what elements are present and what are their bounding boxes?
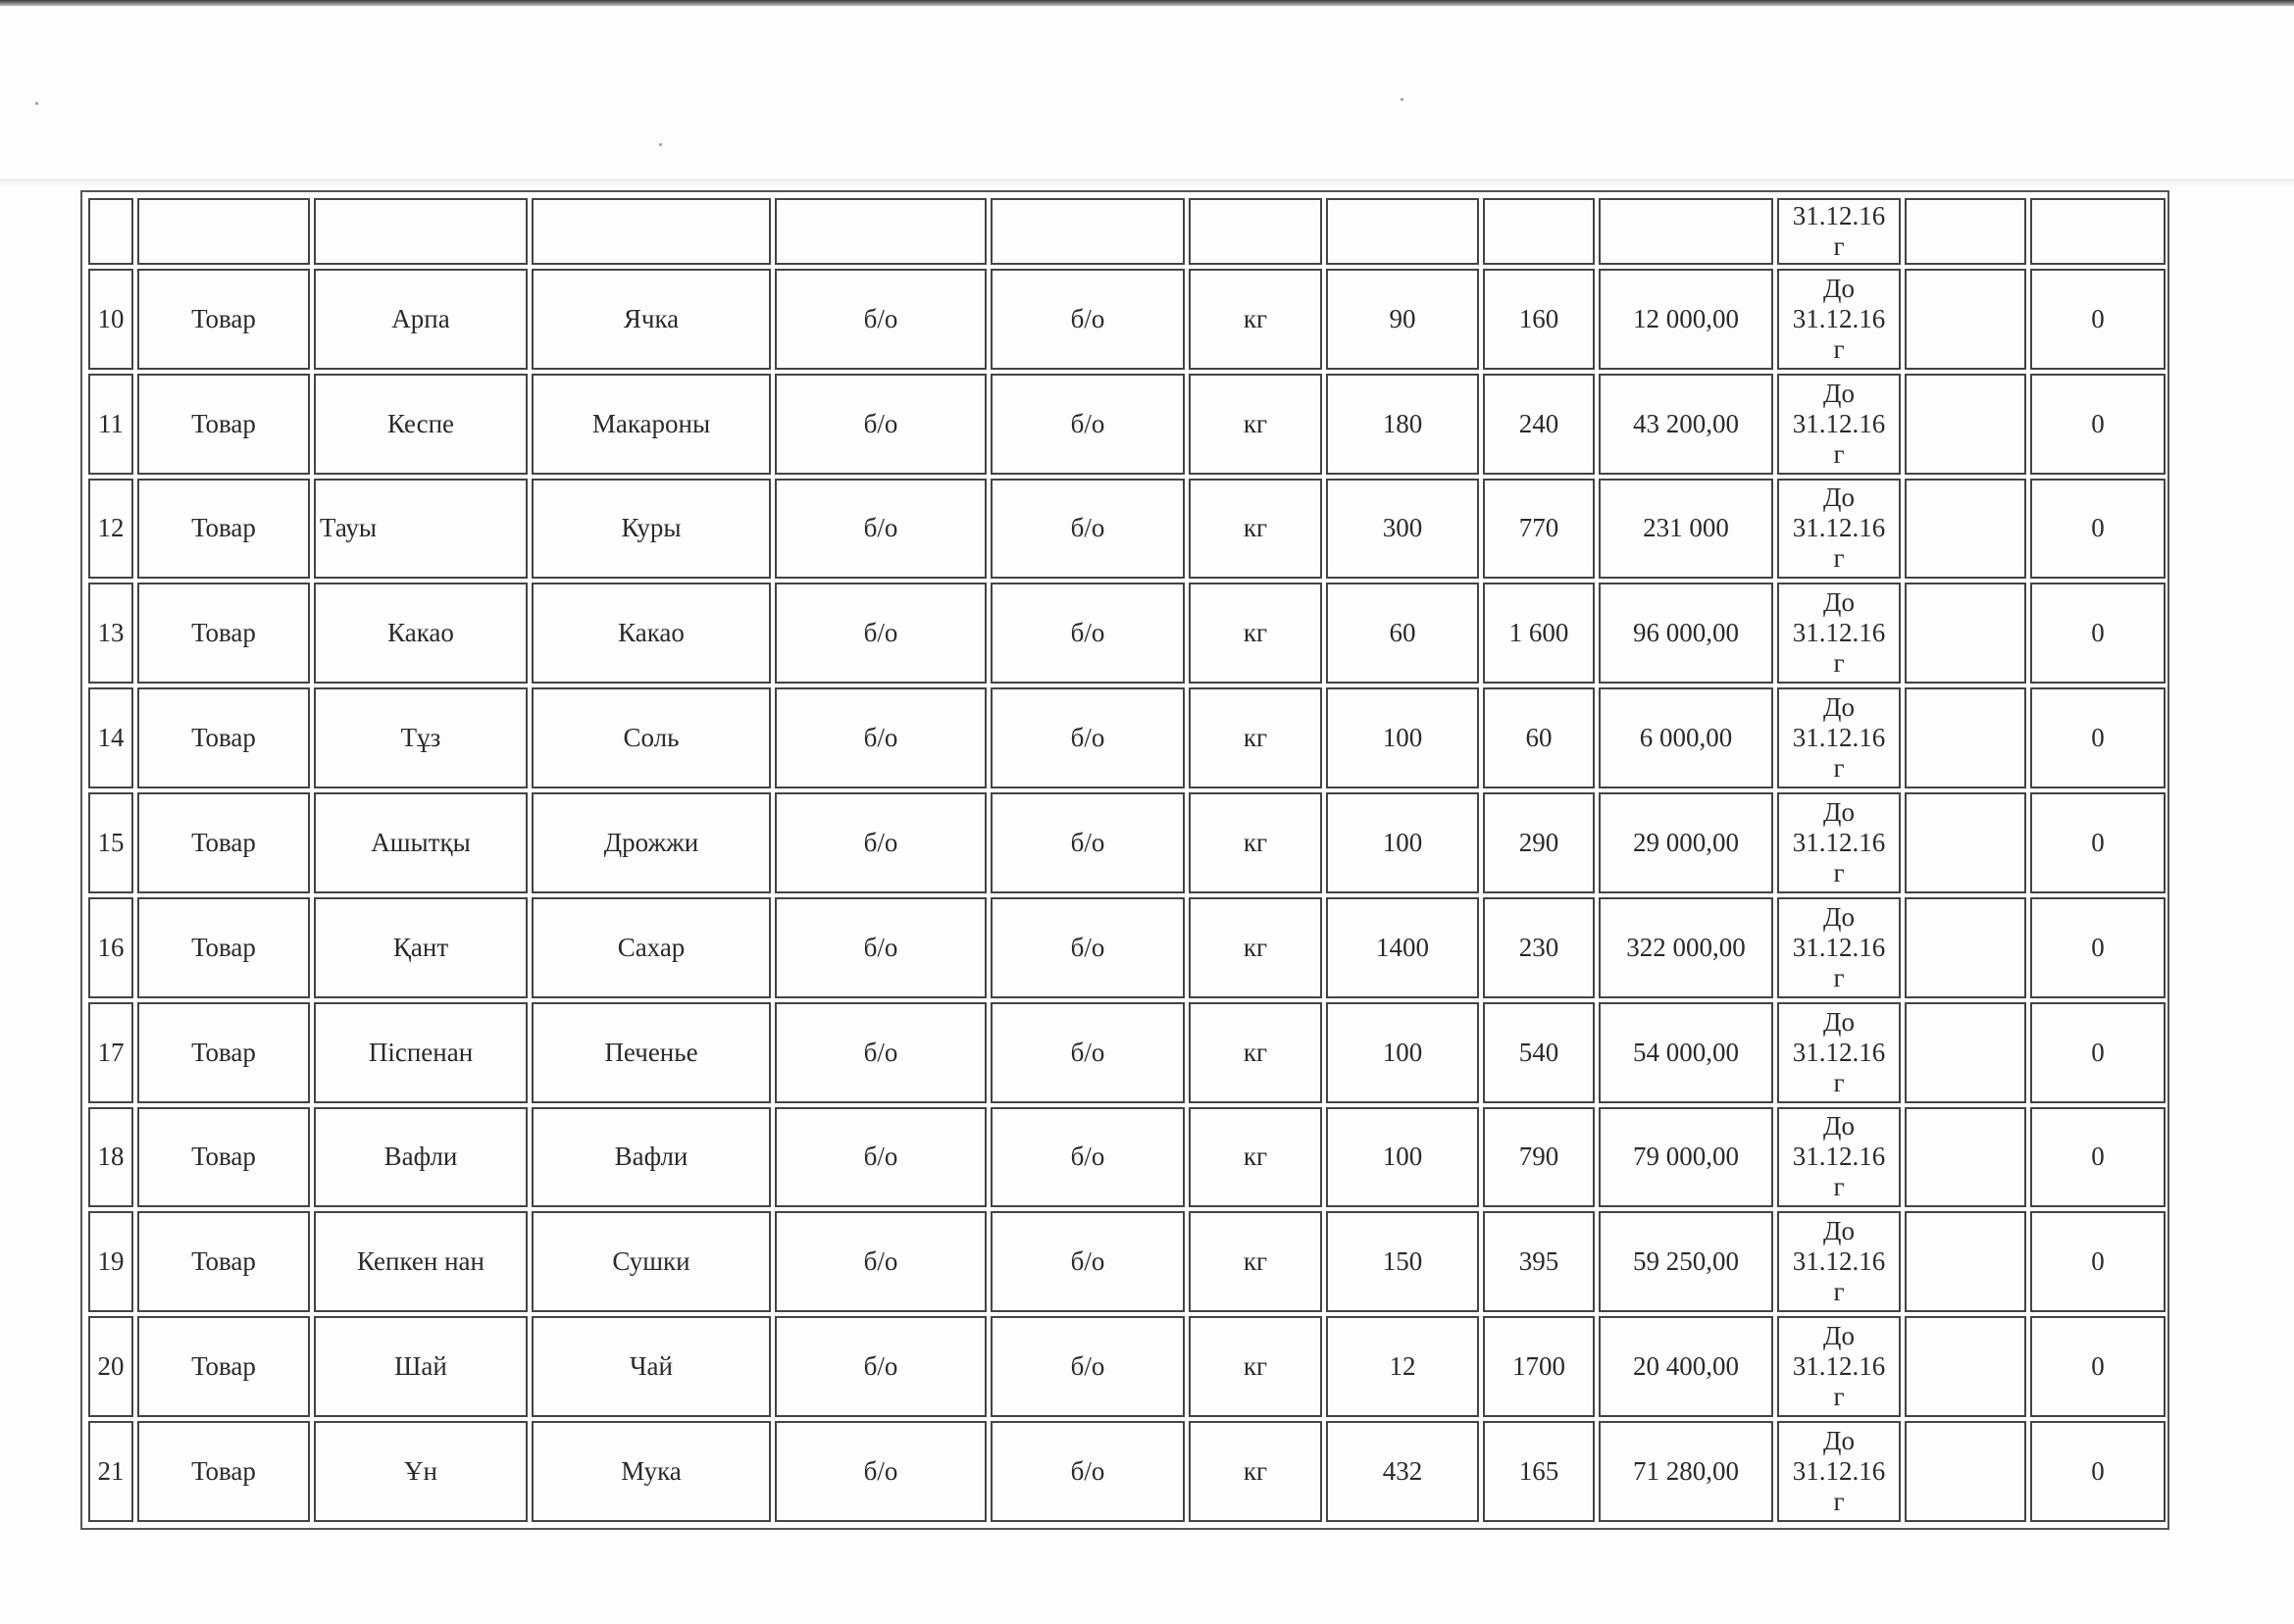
cell-number: 18 <box>88 1107 133 1208</box>
cell-price: 540 <box>1483 1002 1595 1103</box>
cell-unit: кг <box>1189 479 1322 580</box>
cell-unit: кг <box>1189 583 1322 684</box>
cell-sum: 71 280,00 <box>1599 1421 1773 1522</box>
procurement-table <box>84 194 2169 1526</box>
cell-name-russian: Печенье <box>532 1002 771 1103</box>
cell-quantity: 100 <box>1326 1002 1479 1103</box>
cell-unit: кг <box>1189 687 1322 788</box>
cell-quantity: 60 <box>1326 583 1479 684</box>
cell-term: До 31.12.16 г <box>1777 374 1901 475</box>
cell-unit: кг <box>1189 374 1322 475</box>
cell-type: Товар <box>137 374 310 475</box>
scan-speck <box>35 102 38 105</box>
cell-quantity: 100 <box>1326 1107 1479 1208</box>
cell-brand: б/о <box>775 1107 987 1208</box>
cell-number: 10 <box>88 269 133 370</box>
cell-price: 395 <box>1483 1211 1595 1312</box>
procurement-table-frame <box>80 190 2169 1530</box>
cell-empty <box>1905 792 2026 893</box>
cell-empty <box>1905 897 2026 998</box>
table-row <box>88 479 2166 580</box>
cell-price: 770 <box>1483 479 1595 580</box>
cell-name-kazakh: Кепкен нан <box>314 1211 528 1312</box>
table-row <box>88 1421 2166 1522</box>
cell-sum: 322 000,00 <box>1599 897 1773 998</box>
cell-term: До 31.12.16 г <box>1777 1211 1901 1312</box>
cell-package: б/о <box>991 1002 1185 1103</box>
cell-brand: б/о <box>775 479 987 580</box>
cell-price: 240 <box>1483 374 1595 475</box>
cell-value: 0 <box>2030 792 2166 893</box>
cell-unit: кг <box>1189 1002 1322 1103</box>
cell-empty <box>88 198 133 265</box>
cell-name-kazakh: Қант <box>314 897 528 998</box>
cell-brand: б/о <box>775 1421 987 1522</box>
cell-brand: б/о <box>775 269 987 370</box>
cell-price: 160 <box>1483 269 1595 370</box>
cell-empty <box>991 198 1185 265</box>
scan-fold-shadow <box>0 178 2294 188</box>
cell-quantity: 100 <box>1326 687 1479 788</box>
cell-sum: 29 000,00 <box>1599 792 1773 893</box>
cell-empty <box>1905 1421 2026 1522</box>
cell-brand: б/о <box>775 1002 987 1103</box>
cell-package: б/о <box>991 1107 1185 1208</box>
cell-price: 790 <box>1483 1107 1595 1208</box>
cell-package: б/о <box>991 479 1185 580</box>
table-row <box>88 1316 2166 1417</box>
cell-term: До 31.12.16 г <box>1777 792 1901 893</box>
cell-brand: б/о <box>775 374 987 475</box>
cell-empty <box>1905 1002 2026 1103</box>
cell-empty <box>775 198 987 265</box>
cell-brand: б/о <box>775 897 987 998</box>
cell-name-russian: Соль <box>532 687 771 788</box>
cell-value: 0 <box>2030 1107 2166 1208</box>
cell-type: Товар <box>137 1002 310 1103</box>
cell-unit: кг <box>1189 1107 1322 1208</box>
cell-empty <box>1905 479 2026 580</box>
cell-name-kazakh: Ашытқы <box>314 792 528 893</box>
cell-value: 0 <box>2030 479 2166 580</box>
cell-name-kazakh: Тұз <box>314 687 528 788</box>
cell-value: 0 <box>2030 583 2166 684</box>
cell-quantity: 1400 <box>1326 897 1479 998</box>
cell-empty <box>1905 687 2026 788</box>
cell-package: б/о <box>991 1211 1185 1312</box>
cell-quantity: 150 <box>1326 1211 1479 1312</box>
cell-unit: кг <box>1189 269 1322 370</box>
cell-empty <box>1483 198 1595 265</box>
cell-name-russian: Куры <box>532 479 771 580</box>
cell-price: 1700 <box>1483 1316 1595 1417</box>
table-row <box>88 1107 2166 1208</box>
cell-empty <box>1905 1316 2026 1417</box>
cell-term: До 31.12.16 г <box>1777 1002 1901 1103</box>
cell-name-kazakh: Арпа <box>314 269 528 370</box>
cell-brand: б/о <box>775 1211 987 1312</box>
cell-term: До 31.12.16 г <box>1777 687 1901 788</box>
cell-number: 12 <box>88 479 133 580</box>
cell-quantity: 12 <box>1326 1316 1479 1417</box>
cell-package: б/о <box>991 374 1185 475</box>
cell-number: 21 <box>88 1421 133 1522</box>
cell-number: 13 <box>88 583 133 684</box>
cell-name-russian: Дрожжи <box>532 792 771 893</box>
cell-type: Товар <box>137 897 310 998</box>
cell-sum: 20 400,00 <box>1599 1316 1773 1417</box>
cell-quantity: 300 <box>1326 479 1479 580</box>
cell-type: Товар <box>137 269 310 370</box>
cell-name-russian: Ячка <box>532 269 771 370</box>
cell-value: 0 <box>2030 1421 2166 1522</box>
cell-term: До 31.12.16 г <box>1777 1421 1901 1522</box>
cell-unit: кг <box>1189 792 1322 893</box>
cell-value: 0 <box>2030 1211 2166 1312</box>
cell-price: 230 <box>1483 897 1595 998</box>
cell-type: Товар <box>137 1421 310 1522</box>
cell-empty <box>1326 198 1479 265</box>
cell-number: 15 <box>88 792 133 893</box>
scan-top-edge <box>0 0 2294 6</box>
table-row <box>88 583 2166 684</box>
cell-name-kazakh: Шай <box>314 1316 528 1417</box>
cell-empty <box>1905 374 2026 475</box>
cell-name-russian: Какао <box>532 583 771 684</box>
cell-value: 0 <box>2030 687 2166 788</box>
table-row <box>88 1002 2166 1103</box>
cell-empty <box>1905 198 2026 265</box>
cell-name-russian: Вафли <box>532 1107 771 1208</box>
cell-price: 165 <box>1483 1421 1595 1522</box>
cell-quantity: 90 <box>1326 269 1479 370</box>
cell-value: 0 <box>2030 269 2166 370</box>
cell-empty <box>1905 1107 2026 1208</box>
table-row <box>88 269 2166 370</box>
cell-unit: кг <box>1189 1211 1322 1312</box>
table-row <box>88 792 2166 893</box>
cell-brand: б/о <box>775 583 987 684</box>
cell-price: 290 <box>1483 792 1595 893</box>
cell-name-russian: Сахар <box>532 897 771 998</box>
cell-name-kazakh: Вафли <box>314 1107 528 1208</box>
cell-unit: кг <box>1189 897 1322 998</box>
cell-empty <box>1905 583 2026 684</box>
cell-term: До 31.12.16 г <box>1777 583 1901 684</box>
cell-package: б/о <box>991 269 1185 370</box>
cell-empty <box>1905 1211 2026 1312</box>
cell-brand: б/о <box>775 792 987 893</box>
cell-sum: 54 000,00 <box>1599 1002 1773 1103</box>
cell-package: б/о <box>991 687 1185 788</box>
cell-unit: кг <box>1189 1316 1322 1417</box>
cell-type: Товар <box>137 583 310 684</box>
cell-number: 16 <box>88 897 133 998</box>
cell-name-kazakh: Ұн <box>314 1421 528 1522</box>
cell-sum: 12 000,00 <box>1599 269 1773 370</box>
cell-package: б/о <box>991 792 1185 893</box>
cell-name-russian: Мука <box>532 1421 771 1522</box>
cell-empty <box>1905 269 2026 370</box>
cell-number: 19 <box>88 1211 133 1312</box>
cell-quantity: 432 <box>1326 1421 1479 1522</box>
cell-empty <box>532 198 771 265</box>
cell-value: 0 <box>2030 1002 2166 1103</box>
cell-empty <box>2030 198 2166 265</box>
scan-speck <box>659 143 662 146</box>
cell-package: б/о <box>991 583 1185 684</box>
cell-name-kazakh: Какао <box>314 583 528 684</box>
cell-type: Товар <box>137 1316 310 1417</box>
cell-sum: 231 000 <box>1599 479 1773 580</box>
cell-term: До 31.12.16 г <box>1777 897 1901 998</box>
cell-empty <box>137 198 310 265</box>
cell-type: Товар <box>137 687 310 788</box>
cell-name-kazakh: Тауы <box>314 479 528 580</box>
table-row <box>88 897 2166 998</box>
cell-term: До 31.12.16 г <box>1777 1107 1901 1208</box>
table-row-continuation <box>88 198 2166 265</box>
cell-term: До 31.12.16 г <box>1777 479 1901 580</box>
cell-name-russian: Сушки <box>532 1211 771 1312</box>
cell-empty <box>1189 198 1322 265</box>
cell-package: б/о <box>991 1316 1185 1417</box>
cell-term: 31.12.16 г <box>1777 198 1901 265</box>
cell-name-kazakh: Кеспе <box>314 374 528 475</box>
cell-unit: кг <box>1189 1421 1322 1522</box>
cell-empty <box>1599 198 1773 265</box>
cell-value: 0 <box>2030 897 2166 998</box>
cell-type: Товар <box>137 479 310 580</box>
cell-brand: б/о <box>775 1316 987 1417</box>
cell-value: 0 <box>2030 374 2166 475</box>
cell-term: До 31.12.16 г <box>1777 1316 1901 1417</box>
cell-sum: 6 000,00 <box>1599 687 1773 788</box>
cell-sum: 59 250,00 <box>1599 1211 1773 1312</box>
cell-name-russian: Макароны <box>532 374 771 475</box>
cell-quantity: 180 <box>1326 374 1479 475</box>
cell-number: 11 <box>88 374 133 475</box>
table-row <box>88 687 2166 788</box>
cell-type: Товар <box>137 1211 310 1312</box>
cell-package: б/о <box>991 1421 1185 1522</box>
table-row <box>88 1211 2166 1312</box>
cell-number: 17 <box>88 1002 133 1103</box>
cell-sum: 43 200,00 <box>1599 374 1773 475</box>
cell-value: 0 <box>2030 1316 2166 1417</box>
cell-price: 1 600 <box>1483 583 1595 684</box>
cell-term: До 31.12.16 г <box>1777 269 1901 370</box>
cell-name-russian: Чай <box>532 1316 771 1417</box>
cell-type: Товар <box>137 792 310 893</box>
cell-quantity: 100 <box>1326 792 1479 893</box>
cell-price: 60 <box>1483 687 1595 788</box>
cell-package: б/о <box>991 897 1185 998</box>
cell-empty <box>314 198 528 265</box>
cell-sum: 79 000,00 <box>1599 1107 1773 1208</box>
cell-name-kazakh: Піспенан <box>314 1002 528 1103</box>
scan-speck <box>1401 98 1403 101</box>
cell-number: 20 <box>88 1316 133 1417</box>
cell-number: 14 <box>88 687 133 788</box>
table-row <box>88 374 2166 475</box>
cell-brand: б/о <box>775 687 987 788</box>
cell-sum: 96 000,00 <box>1599 583 1773 684</box>
cell-type: Товар <box>137 1107 310 1208</box>
